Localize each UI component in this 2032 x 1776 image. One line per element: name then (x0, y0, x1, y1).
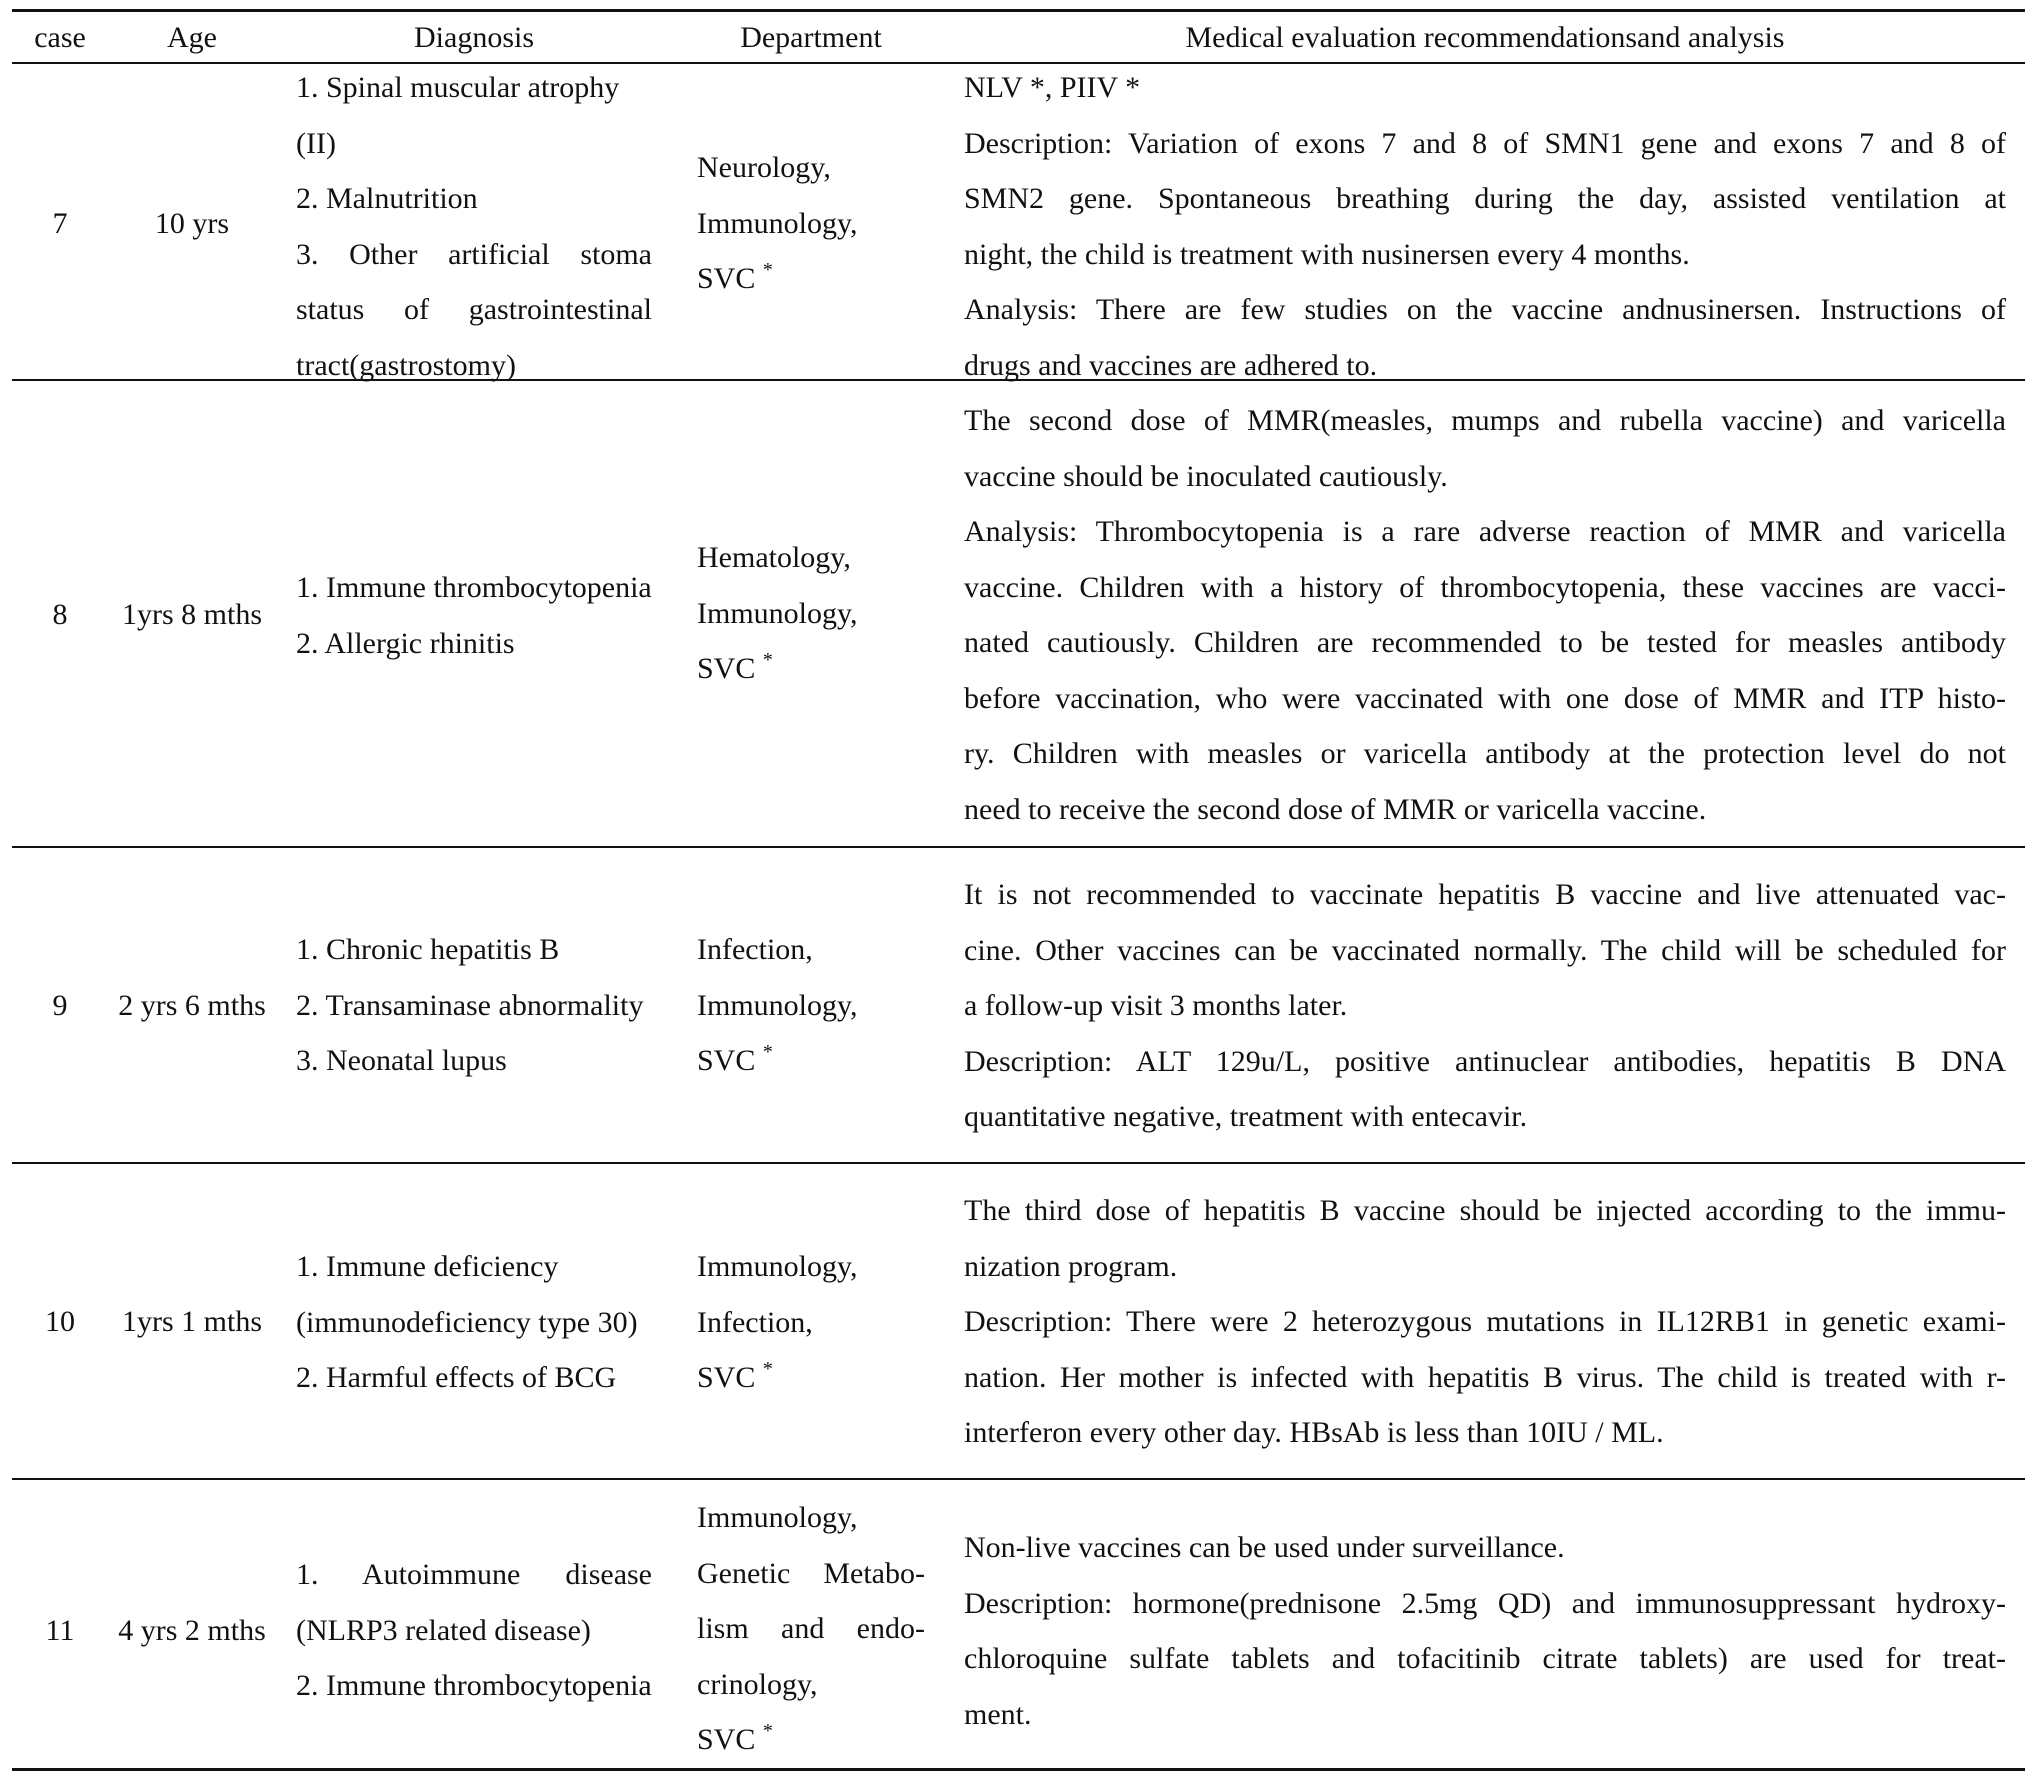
row-rule (12, 1162, 2025, 1164)
case-number: 11 (45, 1614, 75, 1647)
diagnosis: 1. Immune thrombocytopenia 2. Allergic rhinitis (296, 571, 652, 660)
header-case: case (34, 21, 86, 54)
row-rule (12, 846, 2025, 848)
header-medical: Medical evaluation recommendationsand analysis (1185, 21, 1785, 54)
age: 1yrs 1 mths (121, 1305, 262, 1338)
row-rule (12, 1478, 2025, 1480)
table-top-rule (12, 9, 2025, 12)
age: 10 yrs (154, 207, 230, 240)
header-age: Age (167, 21, 217, 54)
department: Immunology, Genetic Metabo- lism and endo- crinology, SVC * (697, 1501, 925, 1756)
age: 2 yrs 6 mths (118, 989, 266, 1022)
header-diagnosis: Diagnosis (414, 21, 534, 54)
age: 1yrs 8 mths (121, 598, 262, 631)
case-number: 9 (52, 989, 68, 1022)
diagnosis: 1. Immune deficiency (immunodeficiency type 30) 2. Harmful effects of BCG (296, 1250, 638, 1394)
diagnosis: 1. Spinal muscular atrophy (II) 2. Malnutrition 3. Other artificial stoma status of gastrointestinal tract(gastrostomy) (296, 71, 652, 382)
medical-evaluation: The second dose of MMR(measles, mumps and rubella vaccine) and varicella vaccine should be inoculated cautiously. Analysis: Thrombocytopenia is a rare adverse reaction of MMR and varicella vaccine. Children with a history of thrombocytopenia, these vaccines are vacci- nated cautiously. Children are recommended to be tested for measles antibody before vaccination, who were vaccinated with one dose of MMR and ITP histo- ry. Children with measles or varicella antibody at the protection level do not need to receive the second dose of MMR or varicella vaccine. (964, 404, 2006, 826)
medical-evaluation: NLV *, PIIV * Description: Variation of exons 7 and 8 of SMN1 gene and exons 7 and 8 of SMN2 gene. Spontaneous breathing during the day, assisted ventilation at night, the child is treatment with nusinersen every 4 months. Analysis: There are few studies on the vaccine andnusinersen. Instructions of drugs and vaccines are adhered to. (964, 71, 2006, 382)
case-number: 7 (52, 207, 68, 240)
medical-evaluation: The third dose of hepatitis B vaccine should be injected according to the immu- nization program. Description: There were 2 heterozygous mutations in IL12RB1 in genetic exami- nation. Her mother is infected with hepatitis B virus. The child is treated with r- interferon every other day. HBsAb is less than 10IU / ML. (964, 1194, 2006, 1449)
table-bottom-rule (12, 1768, 2025, 1771)
case-number: 10 (45, 1305, 75, 1338)
diagnosis: 1. Chronic hepatitis B 2. Transaminase abnormality 3. Neonatal lupus (296, 933, 644, 1077)
medical-evaluation: It is not recommended to vaccinate hepatitis B vaccine and live attenuated vac- cine. Other vaccines can be vaccinated normally. The child will be scheduled for a follow-up visit 3 months later. Description: ALT 129u/L, positive antinuclear antibodies, hepatitis B DNA quantitative negative, treatment with entecavir. (964, 878, 2006, 1133)
department: Immunology, Infection, SVC * (697, 1250, 858, 1394)
case-number: 8 (52, 598, 68, 631)
header-department: Department (740, 21, 882, 54)
age: 4 yrs 2 mths (118, 1614, 266, 1647)
diagnosis: 1. Autoimmune disease (NLRP3 related disease) 2. Immune thrombocytopenia (296, 1558, 652, 1702)
department: Hematology, Immunology, SVC * (697, 541, 858, 685)
department: Infection, Immunology, SVC * (697, 933, 858, 1077)
department: Neurology, Immunology, SVC * (697, 151, 858, 295)
medical-evaluation: Non-live vaccines can be used under surveillance. Description: hormone(prednisone 2.5mg QD) and immunosuppressant hydroxy- chloroquine sulfate tablets and tofacitinib citrate tablets) are used for treat- ment. (964, 1531, 2006, 1731)
